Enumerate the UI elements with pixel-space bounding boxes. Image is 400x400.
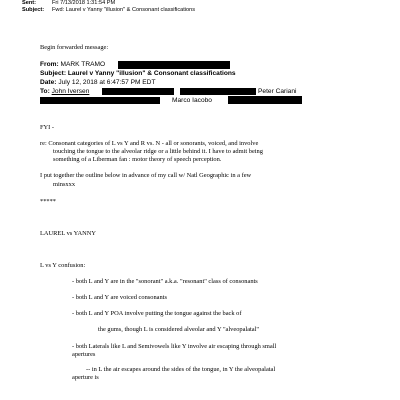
redaction-bar [228, 96, 302, 104]
fwd-subject-label: Subject: [40, 70, 67, 77]
re-line-3: something of a Liberman fan : motor theory of speech perception. [53, 156, 222, 163]
redaction-bar [40, 97, 160, 104]
forward-to [40, 88, 89, 96]
redaction-bar [180, 88, 256, 95]
subject-value: Fwd: Laurel v Yanny "illusion" & Consonant classifications [52, 7, 196, 13]
bullet-4-line-1: - both Laterals like L and Semivowels like Y involve air escaping through small [72, 343, 277, 350]
to-value-1: John Iversen [51, 88, 90, 95]
subject-label: Subject: [22, 7, 45, 13]
put-line-2: minsxxx [53, 181, 76, 188]
date-value: July 12, 2018 at 6:47:57 PM EDT [58, 79, 156, 86]
redaction-bar [102, 88, 174, 95]
confusion-heading: L vs Y confusion: [40, 262, 86, 269]
bullet-4-line-2: apertures [72, 351, 96, 358]
from-value: MARK TRAMO [60, 61, 106, 68]
re-line-1: re: Consonant categories of L vs Y and R vs. N - all or sonorants, voiced, and involve [40, 140, 259, 147]
section-title: LAUREL vs YANNY [40, 230, 96, 237]
forward-date [40, 79, 155, 87]
bullet-1: - both L and Y are in the "sonorant" a.k.a. "resonant" class of consonants [72, 278, 258, 285]
re-line-2: touching the tongue to the alveolar ridge or a little behind it. I have to admit being [53, 148, 263, 155]
from-label: From: [40, 61, 59, 68]
to-label: To: [40, 88, 50, 95]
fwd-subject-value: Laurel v Yanny "illusion" & Consonant classifications [67, 70, 236, 77]
bullet-3-cont: the gums, though L is considered alveolar and Y "alveopalatal" [98, 326, 260, 333]
fyi-text: FYI - [40, 124, 55, 131]
forward-intro: Begin forwarded message: [40, 44, 109, 51]
bullet-5-line-1: -- in L the air escapes around the sides of the tongue, in Y the alveopalatal [86, 366, 276, 373]
bullet-2: - both L and Y are voiced consonants [72, 294, 167, 301]
email-header [22, 0, 392, 14]
sent-value: Fri 7/13/2018 1:31:54 PM [52, 0, 116, 6]
stars: ***** [40, 198, 56, 205]
redaction-bar [118, 61, 230, 69]
bullet-5-line-2: aperture is [72, 374, 99, 381]
to-value-2: Peter Cariani [258, 88, 297, 95]
put-line-1: I put together the outline below in advance of my call w/ Natl Geographic in a few [40, 172, 252, 179]
to-value-3: Marco Iacobo [172, 97, 212, 104]
date-label: Date: [40, 79, 57, 86]
bullet-3: - both L and Y POA involve putting the tongue against the back of [72, 310, 242, 317]
forward-subject [40, 70, 236, 78]
forward-from [40, 61, 105, 69]
sent-label: Sent: [22, 0, 36, 6]
